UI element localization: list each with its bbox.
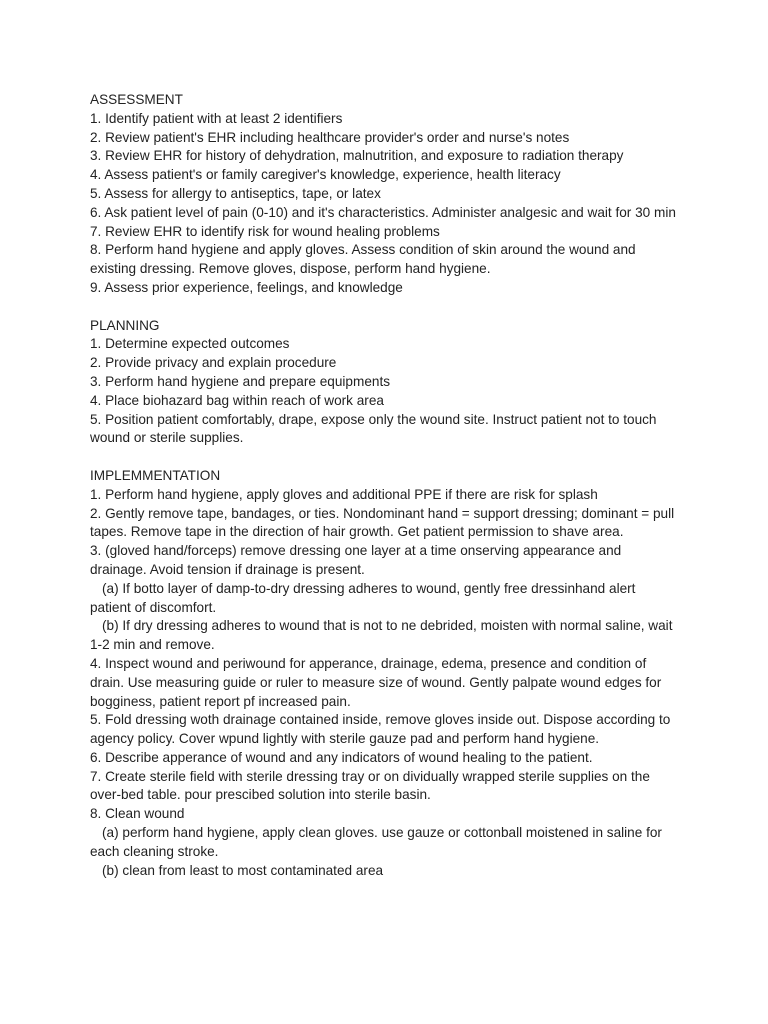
list-item: 7. Review EHR to identify risk for wound healing problems xyxy=(90,223,440,239)
assessment-section xyxy=(90,91,680,298)
list-item: 2. Provide privacy and explain procedure xyxy=(90,355,337,371)
section-heading: ASSESSMENT xyxy=(90,92,183,107)
list-item: 1. Identify patient with at least 2 identifiers xyxy=(90,110,343,126)
list-item: 1. Perform hand hygiene, apply gloves and additional PPE if there are risk for splash xyxy=(90,486,598,502)
sub-list-item: (a) If botto layer of damp-to-dry dressing adheres to wound, gently free dressinhand alert patient of discomfort. xyxy=(90,580,636,615)
planning-section xyxy=(90,317,680,449)
section-heading: PLANNING xyxy=(90,317,160,333)
document-page xyxy=(90,91,680,880)
list-item: 5. Position patient comfortably, drape, expose only the wound site. Instruct patient not to touch wound or sterile supplies. xyxy=(90,411,657,446)
list-item: 5. Assess for allergy to antiseptics, tape, or latex xyxy=(90,185,381,201)
list-item: 8. Clean wound xyxy=(90,806,185,822)
list-item: 6. Ask patient level of pain (0-10) and it's characteristics. Administer analgesic and wait for 30 min xyxy=(90,204,676,220)
sub-list-item: (b) clean from least to most contaminated area xyxy=(102,862,384,878)
list-item: 4. Inspect wound and periwound for apperance, drainage, edema, presence and condition of drain. Use measuring guide or ruler to measure size of wound. Gently palpate wound edges for bogginess, patient report pf increased pain. xyxy=(90,655,662,709)
list-item: 9. Assess prior experience, feelings, and knowledge xyxy=(90,279,403,295)
list-item: 7. Create sterile field with sterile dressing tray or on dividually wrapped sterile supplies on the over-bed table. pour prescibed solution into sterile basin. xyxy=(90,768,650,803)
list-item: 4. Assess patient's or family caregiver's knowledge, experience, health literacy xyxy=(90,167,561,183)
list-item: 5. Fold dressing woth drainage contained inside, remove gloves inside out. Dispose according to agency policy. Cover wpund lightly with sterile gauze pad and perform hand hygiene. xyxy=(90,712,671,747)
sub-list-item: (b) If dry dressing adheres to wound that is not to ne debrided, moisten with normal saline, wait 1-2 min and remove. xyxy=(90,618,673,653)
list-item: 2. Review patient's EHR including healthcare provider's order and nurse's notes xyxy=(90,129,570,145)
list-item: 3. (gloved hand/forceps) remove dressing one layer at a time onserving appearance and drainage. Avoid tension if drainage is present. xyxy=(90,543,622,577)
list-item: 1. Determine expected outcomes xyxy=(90,336,290,352)
implementation-section xyxy=(90,467,680,881)
section-heading: IMPLEMMENTATION xyxy=(90,467,221,483)
sub-list-item: (a) perform hand hygiene, apply clean gloves. use gauze or cottonball moistened in saline for each cleaning stroke. xyxy=(90,825,662,859)
list-item: 4. Place biohazard bag within reach of work area xyxy=(90,392,384,408)
list-item: 3. Review EHR for history of dehydration, malnutrition, and exposure to radiation therapy xyxy=(90,148,624,164)
list-item: 8. Perform hand hygiene and apply gloves. Assess condition of skin around the wound and existing dressing. Remove gloves, dispose, perform hand hygiene. xyxy=(90,242,636,277)
list-item: 6. Describe apperance of wound and any indicators of wound healing to the patient. xyxy=(90,749,593,765)
list-item: 3. Perform hand hygiene and prepare equipments xyxy=(90,373,391,389)
list-item: 2. Gently remove tape, bandages, or ties. Nondominant hand = support dressing; dominant = pull tapes. Remove tape in the direction of hair growth. Get patient permission to shave area. xyxy=(90,505,675,540)
